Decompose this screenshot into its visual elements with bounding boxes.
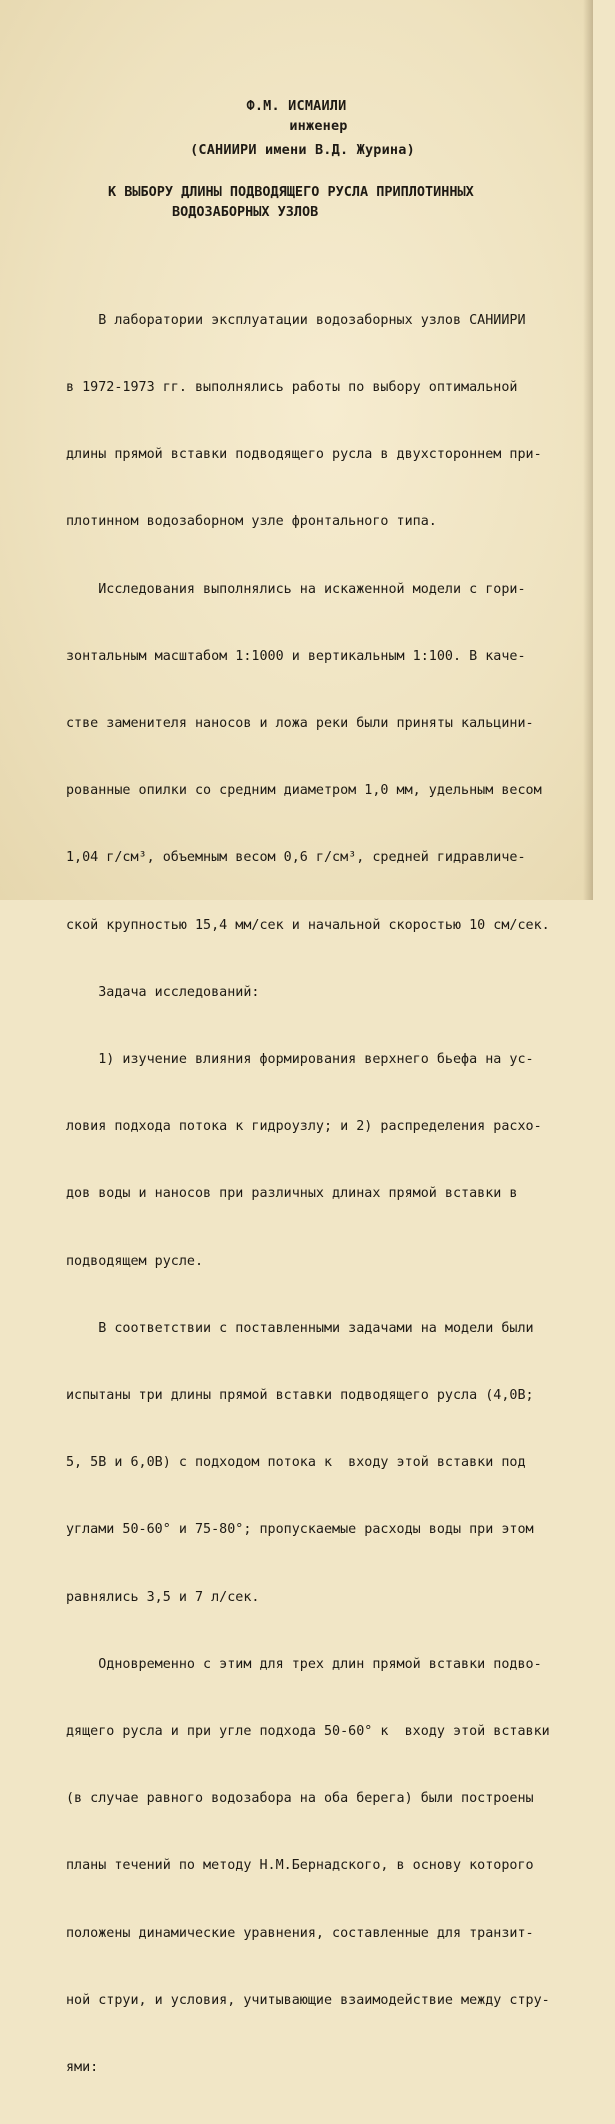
body-line: подводящем русле.	[66, 1253, 204, 1269]
body-line: планы течений по методу Н.М.Бернадского, в основу которого	[66, 1858, 534, 1874]
author-organization: (САНИИРИ имени В.Д. Журина)	[190, 142, 415, 158]
body-text	[66, 265, 593, 2124]
title-line-2: ВОДОЗАБОРНЫХ УЗЛОВ	[172, 204, 319, 220]
body-line: зонтальным масштабом 1:1000 и вертикальным 1:100. В каче-	[66, 648, 526, 664]
body-line: 1,04 г/см³, объемным весом 0,6 г/см³, средней гидравличе-	[66, 850, 526, 866]
body-line: ной струи, и условия, учитывающие взаимодействие между стру-	[66, 1992, 550, 2008]
body-line: дов воды и наносов при различных длинах прямой вставки в	[66, 1186, 518, 1202]
body-line: В соответствии с поставленными задачами на модели были	[66, 1320, 534, 1336]
body-line: (в случае равного водозабора на оба берега) были построены	[66, 1791, 534, 1807]
body-line: углами 50-60° и 75-80°; пропускаемые расходы воды при этом	[66, 1522, 534, 1538]
body-line: рованные опилки со средним диаметром 1,0 мм, удельным весом	[66, 783, 542, 799]
body-line: длины прямой вставки подводящего русла в двухстороннем при-	[66, 447, 542, 463]
body-line: плотинном водозаборном узле фронтального типа.	[66, 514, 437, 530]
body-line: Исследования выполнялись на искаженной модели с гори-	[66, 581, 526, 597]
body-line: Одновременно с этим для трех длин прямой вставки подво-	[66, 1656, 542, 1672]
body-line: 5, 5В и 6,0В) с подходом потока к входу этой вставки под	[66, 1455, 526, 1471]
author-name: Ф.М. ИСМАИЛИ	[246, 98, 347, 114]
body-line: в 1972-1973 гг. выполнялись работы по выбору оптимальной	[66, 380, 518, 396]
author-role: инженер	[289, 118, 348, 134]
body-line: 1) изучение влияния формирования верхнего бьефа на ус-	[66, 1052, 534, 1068]
page-edge-shadow	[583, 0, 593, 900]
body-line: ской крупностью 15,4 мм/сек и начальной скоростью 10 см/сек.	[66, 917, 550, 933]
article-title	[108, 182, 578, 222]
body-line: ловия подхода потока к гидроузлу; и 2) распределения расхо-	[66, 1119, 542, 1135]
body-line: равнялись 3,5 и 7 л/сек.	[66, 1589, 260, 1605]
body-line: испытаны три длины прямой вставки подводящего русла (4,0В;	[66, 1388, 534, 1404]
body-line: В лаборатории эксплуатации водозаборных узлов САНИИРИ	[66, 312, 526, 328]
body-line: стве заменителя наносов и ложа реки были приняты кальцини-	[66, 716, 534, 732]
title-line-1: К ВЫБОРУ ДЛИНЫ ПОДВОДЯЩЕГО РУСЛА ПРИПЛОТИННЫХ	[108, 184, 474, 200]
body-line: ями:	[66, 2060, 99, 2076]
body-line: положены динамические уравнения, составленные для транзит-	[66, 1925, 534, 1941]
body-line: Задача исследований:	[66, 984, 260, 1000]
body-line: дящего русла и при угле подхода 50-60° к входу этой вставки	[66, 1724, 550, 1740]
